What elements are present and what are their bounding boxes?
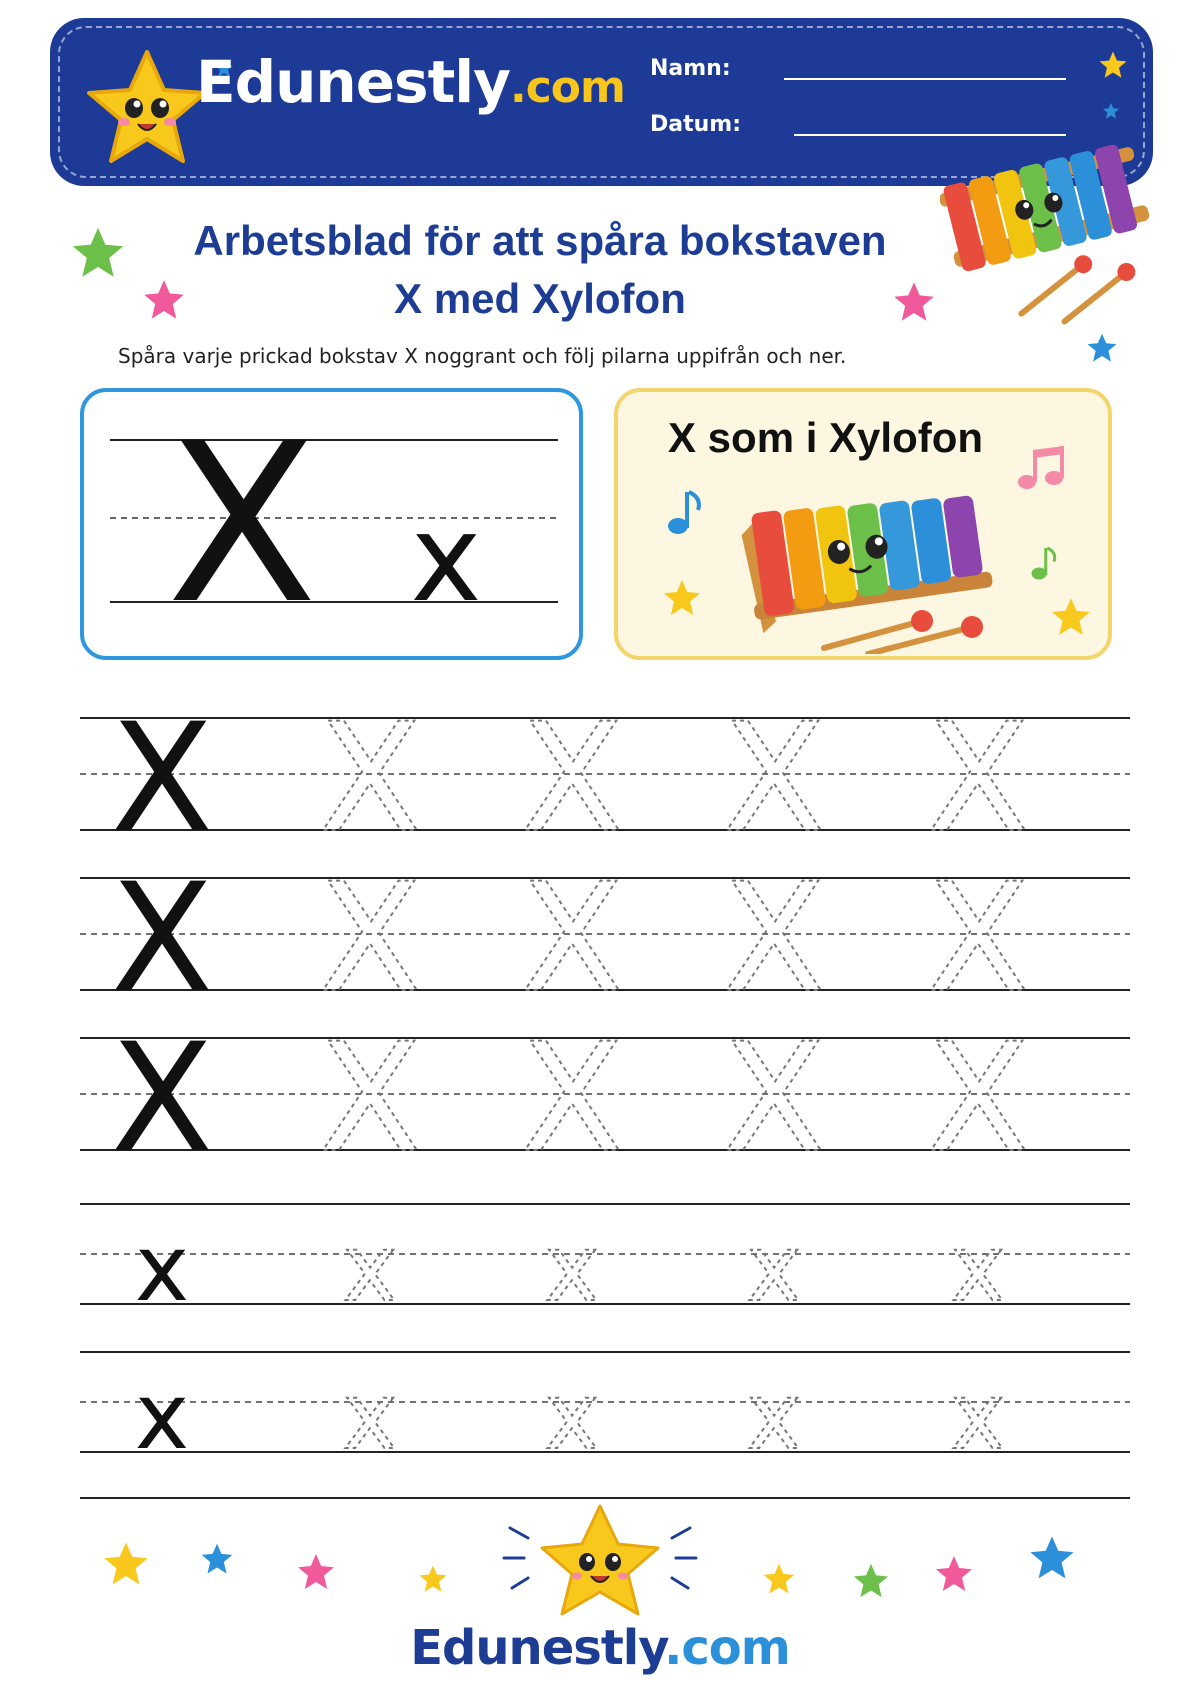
star-icon: [662, 578, 702, 618]
brand-logo: [196, 48, 625, 116]
instructions-text: Spåra varje prickad bokstav X noggrant och följ pilarna uppifrån och ner.: [118, 344, 847, 368]
trace-uppercase-x: X: [520, 852, 624, 1026]
trace-uppercase-x: X: [318, 692, 422, 866]
trace-uppercase-x: X: [926, 1012, 1030, 1186]
footer-brand: [0, 1620, 1200, 1676]
trace-lowercase-x: x: [544, 1363, 600, 1470]
trace-lowercase-x: x: [342, 1363, 398, 1470]
trace-uppercase-x: X: [318, 852, 422, 1026]
name-field[interactable]: [784, 78, 1066, 80]
star-mascot-icon: [504, 1506, 696, 1614]
model-lowercase-x: x: [134, 1363, 190, 1470]
footer-brand-main: Edunestly: [410, 1620, 665, 1676]
model-uppercase-x: X: [110, 852, 214, 1026]
star-icon: [854, 1564, 888, 1597]
trace-lowercase-x: x: [950, 1363, 1006, 1470]
star-icon: [70, 225, 126, 281]
date-label: Datum:: [650, 112, 742, 137]
star-icon: [936, 1556, 972, 1591]
footer-decorations: [0, 1500, 1200, 1620]
music-note-icon: [666, 486, 706, 538]
picture-panel: [614, 388, 1112, 660]
music-note-icon: [1030, 542, 1060, 584]
letter-display-lines: [84, 392, 579, 656]
model-uppercase-x: X: [110, 692, 214, 866]
brand-suffix: .com: [510, 62, 625, 113]
star-icon: [764, 1564, 795, 1594]
trace-uppercase-x: X: [926, 852, 1030, 1026]
trace-uppercase-x: X: [722, 1012, 826, 1186]
page-title-line2: X med Xylofon: [394, 275, 686, 322]
trace-uppercase-x: X: [926, 692, 1030, 866]
trace-uppercase-x: X: [520, 1012, 624, 1186]
trace-uppercase-x: X: [318, 1012, 422, 1186]
footer-brand-suffix: .com: [664, 1620, 790, 1676]
lowercase-x-letter: x: [410, 490, 482, 629]
star-icon: [420, 1566, 447, 1592]
star-icon: [202, 1544, 233, 1574]
star-icon: [1086, 332, 1118, 364]
letter-display-panel: [80, 388, 583, 660]
star-icon: [1102, 102, 1120, 120]
brand-main: Edunestly: [196, 48, 510, 116]
model-uppercase-x: X: [110, 1012, 214, 1186]
trace-lowercase-x: x: [544, 1215, 600, 1322]
star-icon: [1098, 50, 1128, 80]
uppercase-x-letter: X: [166, 396, 318, 652]
page-title-line1: Arbetsblad för att spåra bokstaven: [193, 217, 887, 264]
star-icon: [104, 1542, 147, 1584]
trace-uppercase-x: X: [722, 852, 826, 1026]
xylophone-icon: [728, 478, 1008, 654]
trace-uppercase-x: X: [722, 692, 826, 866]
name-label: Namn:: [650, 56, 731, 81]
trace-lowercase-x: x: [342, 1215, 398, 1322]
practice-grid: [0, 690, 1200, 1500]
star-mascot-icon: [82, 46, 212, 174]
star-icon: [298, 1554, 334, 1589]
trace-lowercase-x: x: [950, 1215, 1006, 1322]
trace-lowercase-x: x: [746, 1215, 802, 1322]
trace-uppercase-x: X: [520, 692, 624, 866]
model-lowercase-x: x: [134, 1215, 190, 1322]
trace-lowercase-x: x: [746, 1363, 802, 1470]
star-icon: [1050, 596, 1092, 638]
picture-caption: X som i Xylofon: [668, 414, 984, 461]
xylophone-icon: [940, 132, 1162, 332]
star-icon: [1030, 1536, 1073, 1578]
music-note-icon: [1016, 444, 1068, 494]
